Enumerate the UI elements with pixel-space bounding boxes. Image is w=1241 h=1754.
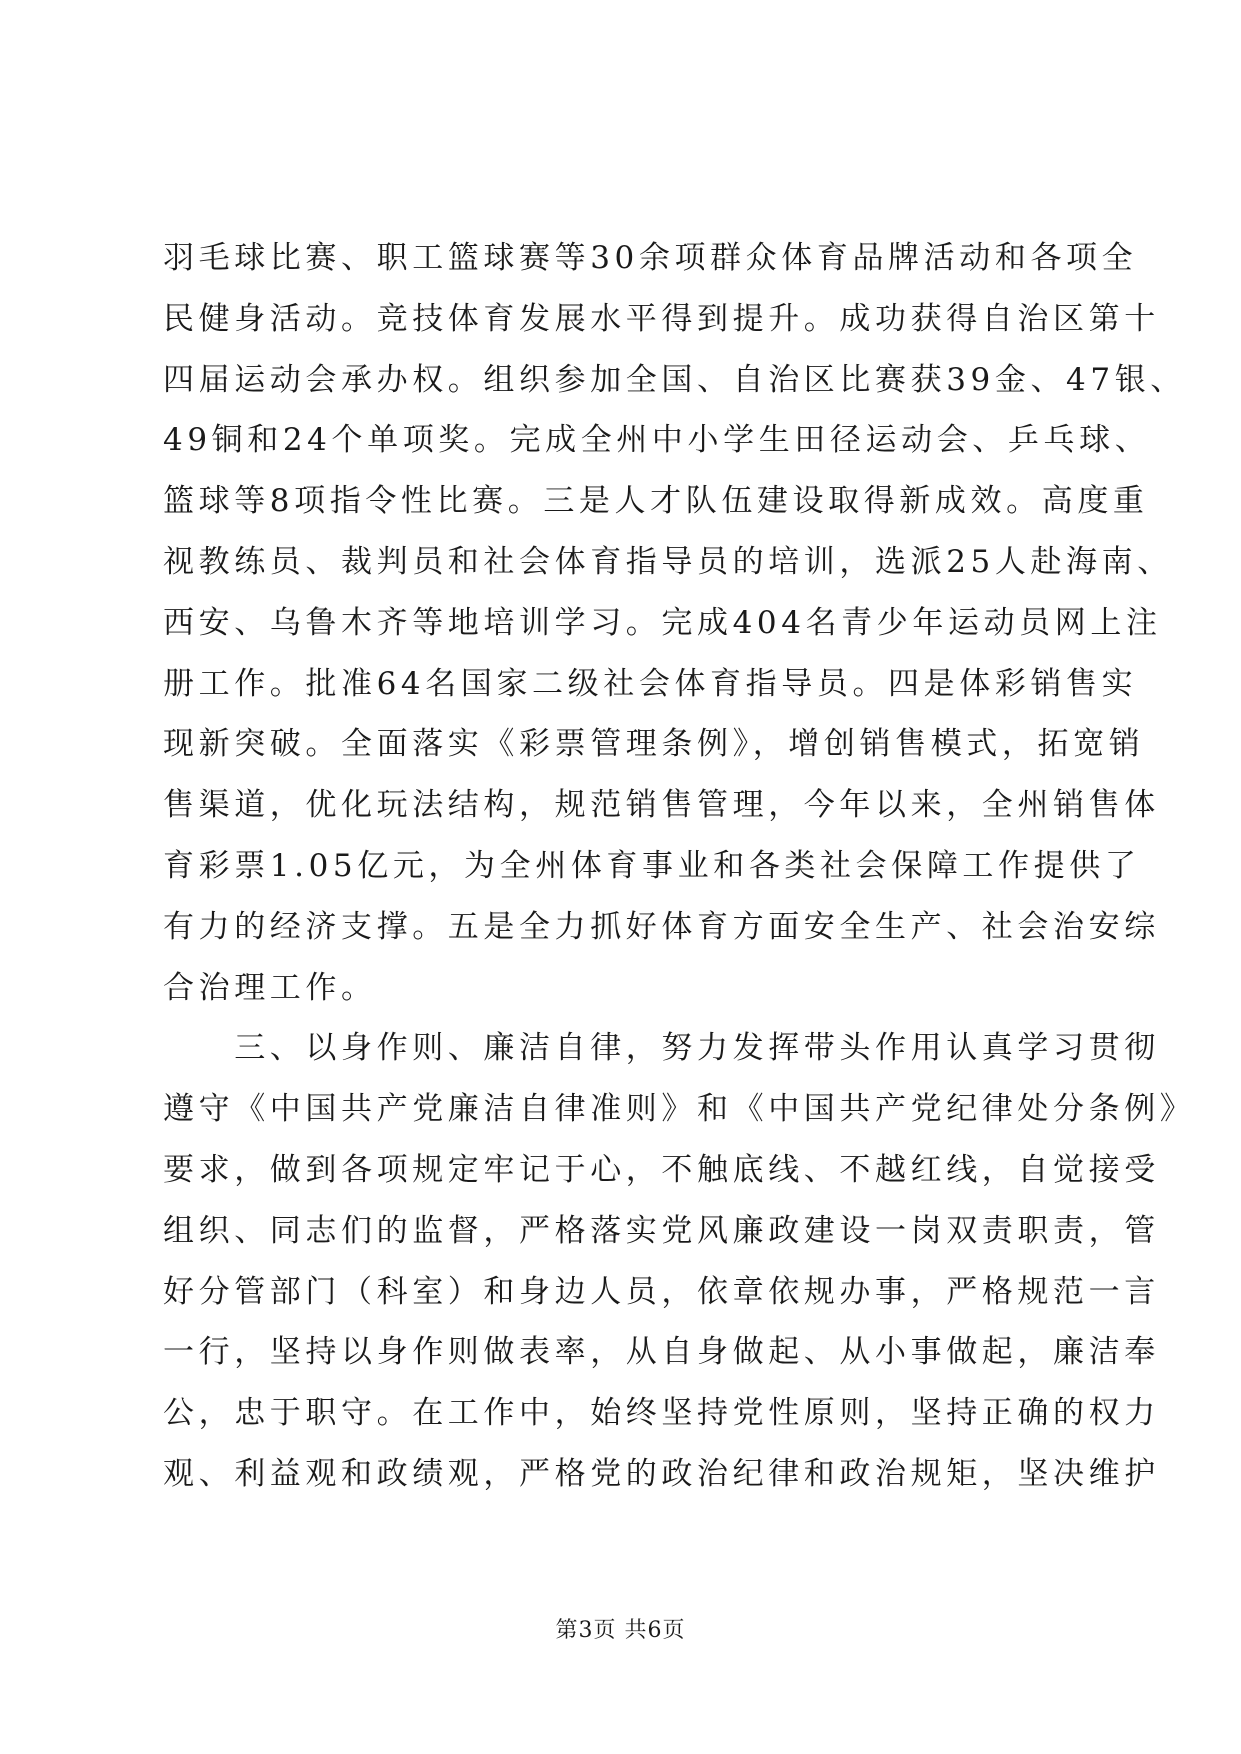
text-line: 西安、乌鲁木齐等地培训学习。完成404名青少年运动员网上注 (163, 604, 1162, 641)
text-line: 篮球等8项指令性比赛。三是人才队伍建设取得新成效。高度重 (163, 483, 1149, 520)
text-line: 现新突破。全面落实《彩票管理条例》，增创销售模式，拓宽销 (163, 726, 1145, 763)
text-line: 49铜和24个单项奖。完成全州中小学生田径运动会、乒乓球、 (163, 422, 1151, 459)
text-line: 一行，坚持以身作则做表率，从自身做起、从小事做起，廉洁奉 (163, 1334, 1160, 1371)
text-line: 组织、同志们的监督，严格落实党风廉政建设一岗双责职责，管 (163, 1212, 1160, 1249)
text-line: 四届运动会承办权。组织参加全国、自治区比赛获39金、47银、 (163, 361, 1186, 398)
text-line: 遵守《中国共产党廉洁自律准则》和《中国共产党纪律处分条例》 (163, 1091, 1196, 1128)
text-line: 售渠道，优化玩法结构，规范销售管理，今年以来，全州销售体 (163, 787, 1160, 824)
text-line: 育彩票1.05亿元，为全州体育事业和各类社会保障工作提供了 (163, 847, 1141, 884)
text-line: 好分管部门（科室）和身边人员，依章依规办事，严格规范一言 (163, 1273, 1160, 1310)
text-line: 册工作。批准64名国家二级社会体育指导员。四是体彩销售实 (163, 665, 1138, 702)
page-footer: 第3页 共6页 (555, 1618, 686, 1643)
text-line: 三、以身作则、廉洁自律，努力发挥带头作用认真学习贯彻 (163, 1030, 1160, 1067)
text-line: 要求，做到各项规定牢记于心，不触底线、不越红线，自觉接受 (163, 1151, 1160, 1188)
document-body (163, 228, 1196, 1505)
text-line: 观、利益观和政绩观，严格党的政治纪律和政治规矩，坚决维护 (163, 1455, 1160, 1492)
paragraph (163, 1018, 1196, 1504)
text-line: 有力的经济支撑。五是全力抓好体育方面安全生产、社会治安综 (163, 908, 1160, 945)
text-line: 合治理工作。 (163, 969, 377, 1006)
text-line: 羽毛球比赛、职工篮球赛等30余项群众体育品牌活动和各项全 (163, 240, 1138, 276)
text-line: 公，忠于职守。在工作中，始终坚持党性原则，坚持正确的权力 (163, 1395, 1160, 1432)
text-line: 视教练员、裁判员和社会体育指导员的培训，选派25人赴海南、 (163, 543, 1173, 580)
text-line: 民健身活动。竞技体育发展水平得到提升。成功获得自治区第十 (163, 300, 1160, 337)
paragraph (163, 228, 1186, 1018)
